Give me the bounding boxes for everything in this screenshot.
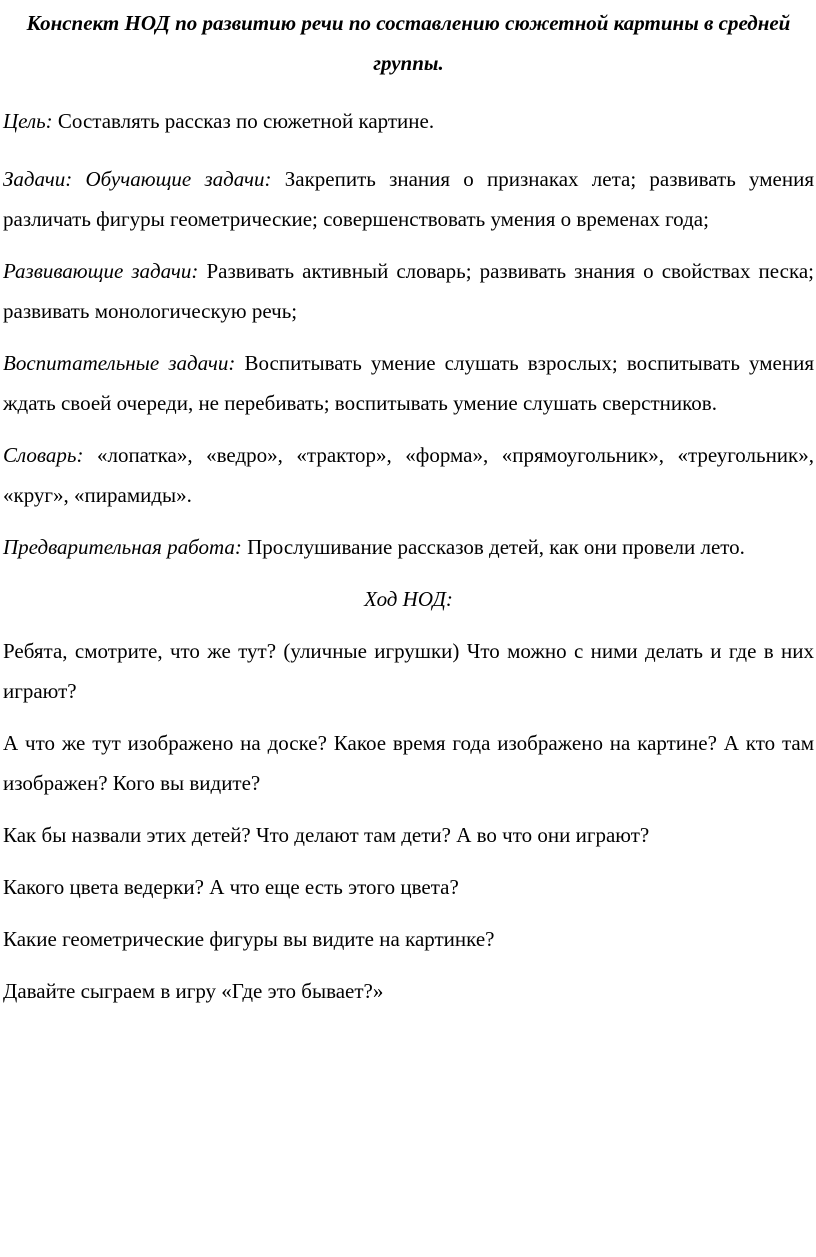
teaching-tasks-paragraph	[3, 159, 814, 239]
educational-tasks-text: Воспитывать умение слушать взрослых; воспитывать умения ждать своей очереди, не перебивать; воспитывать умение слушать сверстников.	[3, 351, 814, 415]
educational-tasks-label: Воспитательные задачи:	[3, 351, 236, 375]
educational-tasks-paragraph	[3, 343, 814, 423]
vocabulary-paragraph	[3, 435, 814, 515]
document-title: Конспект НОД по развитию речи по составлению сюжетной картины в средней группы.	[26, 11, 791, 75]
developing-tasks-text: Развивать активный словарь; развивать знания о свойствах песка; развивать монологическую речь;	[3, 259, 814, 323]
goal-paragraph	[3, 101, 814, 141]
teaching-tasks-text: Закрепить знания о признаках лета; развивать умения различать фигуры геометрические; совершенствовать умения о временах года;	[3, 167, 815, 231]
preliminary-work-label: Предварительная работа:	[3, 535, 242, 559]
vocabulary-text: «лопатка», «ведро», «трактор», «форма», «прямоугольник», «треугольник», «круг», «пирамиды».	[3, 443, 814, 507]
preliminary-work-paragraph	[3, 527, 814, 567]
goal-label: Цель:	[3, 109, 53, 133]
procedure-paragraph: Как бы назвали этих детей? Что делают там дети? А во что они играют?	[3, 823, 650, 847]
vocabulary-label: Словарь:	[3, 443, 84, 467]
preliminary-work-text: Прослушивание рассказов детей, как они провели лето.	[241, 535, 745, 559]
developing-tasks-paragraph	[3, 251, 814, 331]
document-page	[3, 0, 814, 1011]
procedure-paragraph: Давайте сыграем в игру «Где это бывает?»	[3, 979, 384, 1003]
procedure-paragraph: Какого цвета ведерки? А что еще есть этого цвета?	[3, 875, 459, 899]
goal-text: Составлять рассказ по сюжетной картине.	[52, 109, 435, 133]
procedure-paragraph: Какие геометрические фигуры вы видите на картинке?	[3, 927, 495, 951]
developing-tasks-label: Развивающие задачи:	[3, 259, 199, 283]
teaching-tasks-label: Задачи: Обучающие задачи:	[3, 167, 272, 191]
procedure-paragraph: А что же тут изображено на доске? Какое время года изображено на картине? А кто там изображен? Кого вы видите?	[3, 731, 814, 795]
procedure-heading: Ход НОД:	[364, 587, 453, 611]
procedure-paragraph: Ребята, смотрите, что же тут? (уличные игрушки) Что можно с ними делать и где в них играют?	[3, 639, 814, 703]
